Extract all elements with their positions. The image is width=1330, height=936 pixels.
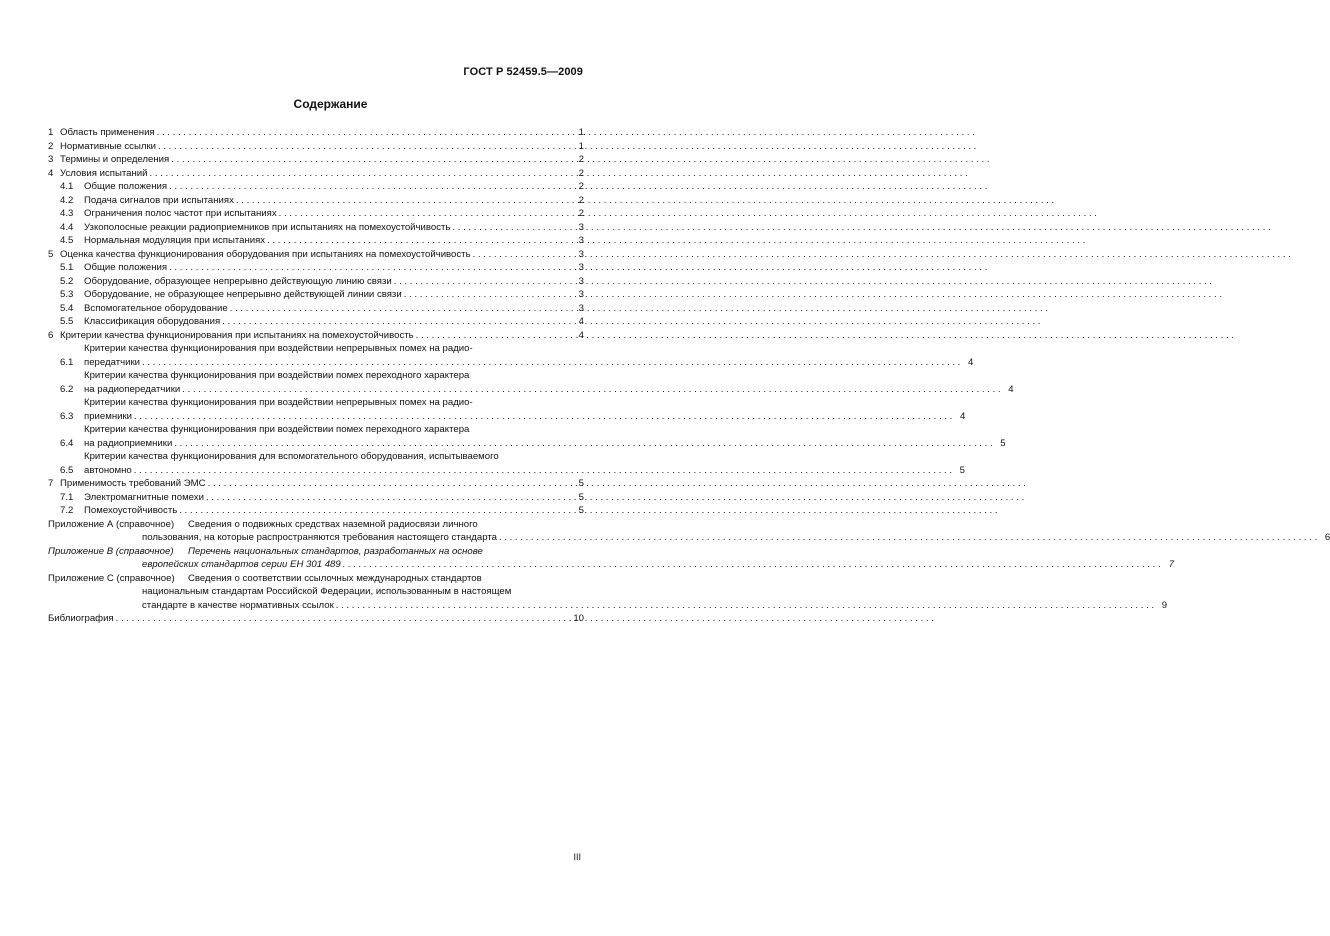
dot-leader: [230, 302, 1048, 316]
dot-leader: [158, 140, 976, 154]
dot-leader: [206, 491, 1024, 505]
dot-leader: [473, 248, 1291, 262]
appendix-b-title-line2: европейских стандартов серии ЕН 301 489: [142, 559, 341, 570]
bibliography-page: 10: [573, 613, 584, 624]
toc-entry[interactable]: [48, 261, 584, 275]
toc-bibliography[interactable]: [48, 612, 584, 626]
toc-entry[interactable]: [48, 302, 584, 316]
dot-leader: [404, 288, 1222, 302]
toc-entry[interactable]: [48, 329, 584, 343]
toc-entry-number: 5: [48, 248, 54, 260]
toc-entry-title: Электромагнитные помехи: [84, 491, 204, 503]
dot-leader: [499, 531, 1317, 545]
toc-entry[interactable]: [48, 423, 1006, 450]
toc-entry-number: 5.1: [60, 262, 74, 273]
toc-entry[interactable]: [48, 491, 584, 505]
appendix-c-label: Приложение С (справочное): [48, 572, 175, 584]
toc-entry-title: Применимость требований ЭМС: [60, 478, 206, 489]
toc-entry[interactable]: [48, 477, 584, 491]
toc-entry-number: 4.5: [60, 235, 74, 246]
toc-entry-page: 3: [578, 221, 584, 233]
toc-entry-title-line1: Критерии качества функционирования при воздействии непрерывных помех на радио-: [84, 397, 473, 408]
toc-entry-title: Общие положения: [84, 181, 168, 192]
toc-entry-title: Условия испытаний: [60, 167, 148, 179]
toc-entry-number: 4.3: [60, 208, 74, 219]
toc-entry[interactable]: [48, 315, 584, 329]
dot-leader: [336, 599, 1154, 613]
toc-entry-number: 7.2: [60, 505, 74, 516]
toc-entry[interactable]: [48, 248, 584, 262]
dot-leader: [416, 329, 1234, 343]
toc-entry-number: 6: [48, 329, 54, 341]
toc-appendix-b[interactable]: [48, 545, 1175, 572]
appendix-c-page: 9: [1161, 599, 1168, 611]
toc-entry-title-line2: передатчики: [84, 356, 141, 368]
toc-entry-number: 6.1: [60, 356, 74, 368]
standard-designation: ГОСТ Р 52459.5—2009: [463, 66, 583, 78]
toc-entry-title-line1: Критерии качества функционирования при воздействии помех переходного характера: [84, 370, 470, 381]
dot-leader: [182, 383, 1000, 397]
dot-leader: [142, 356, 960, 370]
toc-entry[interactable]: [48, 342, 974, 369]
toc-entry[interactable]: [48, 140, 584, 154]
toc-entry-title: Классификация оборудования: [84, 316, 221, 327]
toc-entry-number: 2: [48, 140, 54, 152]
toc-entry-number: 5.4: [60, 302, 74, 314]
toc-entry-page: 5: [578, 505, 584, 516]
toc-entry-page: 5: [578, 491, 584, 503]
dot-leader: [150, 167, 968, 181]
toc-entry-title: Оборудование, образующее непрерывно действующую линию связи: [84, 275, 392, 287]
toc-entry[interactable]: [48, 504, 584, 518]
toc-entry-page: 4: [960, 410, 966, 422]
toc-entry-title: Подача сигналов при испытаниях: [84, 194, 234, 206]
toc-entry-page: 2: [578, 194, 584, 206]
toc-entry-page: 3: [578, 262, 584, 273]
bibliography-title: Библиография: [48, 613, 114, 624]
toc-entry[interactable]: [48, 194, 584, 208]
toc-entry-page: 3: [578, 302, 584, 314]
toc-entry-number: 7: [48, 478, 54, 489]
toc-entry[interactable]: [48, 207, 584, 221]
dot-leader: [267, 234, 1085, 248]
appendix-a-title-line2: пользования, на которые распространяются требования настоящего стандарта: [142, 532, 497, 543]
toc-entry-page: 4: [578, 316, 584, 327]
toc-entry-page: 3: [578, 289, 584, 300]
toc-entry-number: 4.1: [60, 181, 74, 192]
toc-entry-page: 1: [578, 127, 584, 138]
dot-leader: [116, 612, 934, 626]
toc-entry-title-line2: приемники: [84, 410, 133, 422]
toc-entry-page: 4: [578, 329, 584, 341]
toc-entry-number: 6.5: [60, 464, 74, 476]
toc-entry-title-line2: автономно: [84, 464, 132, 476]
toc-entry-page: 3: [578, 248, 584, 260]
toc-entry-page: 5: [578, 478, 584, 489]
appendix-a-title-line1: Сведения о подвижных средствах наземной радиосвязи личного: [188, 518, 478, 530]
toc-entry-page: 2: [578, 167, 584, 179]
toc-entry-number: 4.4: [60, 221, 74, 233]
toc-entry-page: 3: [578, 275, 584, 287]
toc-entry-page: 2: [578, 154, 584, 165]
toc-entry-title: Критерии качества функционирования при испытаниях на помехоустойчивость: [60, 329, 414, 341]
toc-entry-page: 4: [1008, 383, 1014, 395]
table-of-contents: [48, 126, 1330, 626]
toc-entry-title: Узкополосные реакции радиоприемников при испытаниях на помехоустойчивость: [84, 221, 451, 233]
dot-leader: [279, 207, 1097, 221]
toc-entry[interactable]: [48, 275, 584, 289]
appendix-a-label: Приложение А (справочное): [48, 518, 175, 530]
toc-entry[interactable]: [48, 126, 584, 140]
toc-entry-title: Оценка качества функционирования оборудования при испытаниях на помехоустойчивость: [60, 248, 471, 260]
toc-entry[interactable]: [48, 234, 584, 248]
toc-entry-number: 6.4: [60, 437, 74, 449]
dot-leader: [134, 464, 952, 478]
toc-appendix-a[interactable]: [48, 518, 1330, 545]
toc-entry-number: 7.1: [60, 491, 74, 503]
appendix-c-title-line1: Сведения о соответствии ссылочных международных стандартов: [188, 572, 482, 584]
toc-entry-number: 4.2: [60, 194, 74, 206]
toc-appendix-c[interactable]: [48, 572, 1168, 613]
appendix-c-title-line3: стандарте в качестве нормативных ссылок: [142, 599, 334, 611]
toc-entry-page: 1: [578, 140, 584, 152]
toc-entry-number: 6.2: [60, 383, 74, 395]
toc-entry-page: 2: [578, 181, 584, 192]
appendix-a-page: 6: [1324, 532, 1330, 543]
dot-leader: [208, 477, 1026, 491]
toc-entry-title: Ограничения полос частот при испытаниях: [84, 208, 277, 219]
page-number: III: [573, 852, 581, 862]
toc-entry-title: Оборудование, не образующее непрерывно действующей линии связи: [84, 289, 402, 300]
toc-entry[interactable]: [48, 221, 584, 235]
dot-leader: [157, 126, 975, 140]
toc-entry-number: 5.5: [60, 316, 74, 327]
toc-entry[interactable]: [48, 167, 584, 181]
appendix-b-title-line1: Перечень национальных стандартов, разработанных на основе: [188, 545, 483, 557]
dot-leader: [174, 437, 992, 451]
toc-entry-number: 4: [48, 167, 54, 179]
toc-entry[interactable]: [48, 369, 1014, 396]
toc-entry-title-line2: на радиопередатчики: [84, 383, 181, 395]
dot-leader: [179, 504, 997, 518]
toc-entry-page: 4: [967, 356, 974, 368]
toc-entry-title: Помехоустойчивость: [84, 505, 178, 516]
toc-entry-title: Нормальная модуляция при испытаниях: [84, 235, 266, 246]
toc-entry-page: 5: [959, 464, 966, 476]
appendix-b-page: 7: [1168, 559, 1175, 570]
appendix-c-title-line2: национальным стандартам Российской Федерации, использованным в настоящем: [142, 586, 512, 597]
toc-entry-title-line1: Критерии качества функционирования при воздействии непрерывных помех на радио-: [84, 343, 473, 354]
toc-entry[interactable]: [48, 180, 584, 194]
toc-entry[interactable]: [48, 153, 584, 167]
toc-entry[interactable]: [48, 450, 966, 477]
toc-entry-title-line1: Критерии качества функционирования при воздействии помех переходного характера: [84, 424, 470, 435]
appendix-b-label: Приложение В (справочное): [48, 545, 174, 557]
toc-entry-number: 6.3: [60, 410, 74, 422]
dot-leader: [394, 275, 1212, 289]
dot-leader: [134, 410, 952, 424]
toc-entry-title: Общие положения: [84, 262, 168, 273]
dot-leader: [236, 194, 1054, 208]
toc-entry-number: 3: [48, 154, 54, 165]
toc-entry-title: Термины и определения: [60, 154, 170, 165]
toc-entry[interactable]: [48, 288, 584, 302]
toc-entry-number: 5.3: [60, 289, 74, 300]
dot-leader: [343, 558, 1161, 572]
dot-leader: [222, 315, 1040, 329]
toc-entry-title-line1: Критерии качества функционирования для вспомогательного оборудования, испытываемого: [84, 451, 499, 462]
toc-entry-page: 2: [578, 208, 584, 219]
toc-entry-page: 5: [1000, 437, 1006, 449]
toc-entry-number: 1: [48, 127, 54, 138]
toc-entry-title-line2: на радиоприемники: [84, 437, 173, 449]
toc-entry[interactable]: [48, 396, 966, 423]
toc-entry-title: Нормативные ссылки: [60, 140, 157, 152]
toc-entry-page: 3: [578, 235, 584, 246]
toc-entry-title: Область применения: [60, 127, 155, 138]
toc-entry-number: 5.2: [60, 275, 74, 287]
toc-title: Содержание: [293, 97, 368, 111]
toc-entry-title: Вспомогательное оборудование: [84, 302, 228, 314]
